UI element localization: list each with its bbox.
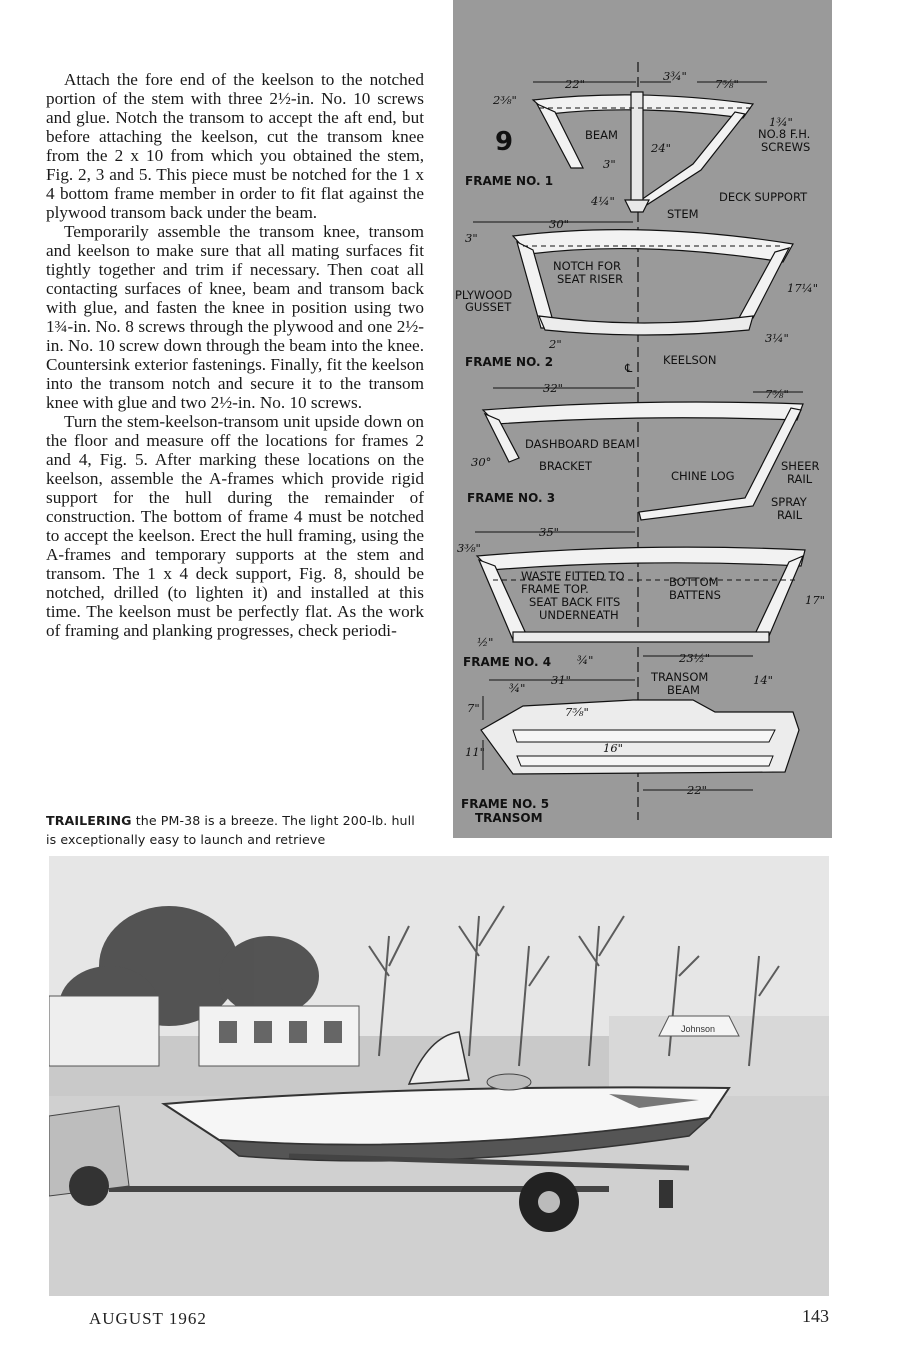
label-beam: BEAM <box>585 128 618 142</box>
label-screws-1: NO.8 F.H. <box>758 127 811 141</box>
dim-frame1-22: 22" <box>565 77 585 91</box>
label-spray-2: RAIL <box>777 508 803 522</box>
dim-frame5-16: 16" <box>603 741 623 755</box>
frame-2-title: FRAME NO. 2 <box>465 355 554 369</box>
article-paragraph: Turn the stem-keelson-transom unit upside down on the floor and measure off the locations for frames 2 and 4, Fig. 5. After marking these locations on the keelson, assemble the A-frames which provide rigid support for the hull during the remainder of construction. The bottom of frame 4 must be notched to accept the keelson. Erect the hull framing, using the A-frames and temporary supports at the stem and transom. The 1 x 4 deck support, Fig. 8, should be notched, drilled (to lighten it) and installed at this time. The keelson must be perfectly flat. As the work of framing and planking progresses, check periodi- <box>46 412 424 640</box>
dim-frame4-35: 35" <box>539 525 559 539</box>
frame-diagram-panel <box>453 0 832 838</box>
dim-frame4-3-4: ¾" <box>577 653 594 667</box>
frame-1-title: FRAME NO. 1 <box>465 174 554 188</box>
dim-frame2-2: 2" <box>549 337 562 351</box>
label-battens-1: BOTTOM <box>669 575 719 589</box>
dim-frame3-30deg: 30° <box>471 455 492 469</box>
frame-diagram <box>453 0 832 838</box>
article-paragraph: Temporarily assemble the transom knee, transom and keelson to make sure that all mating surfaces fit tightly together and trim if necessary. Then coat all contacting surfaces of knee, beam and transom back with glue, and fasten the knee in position using two 1¾-in. No. 8 screws through the plywood and one 2½-in. No. 10 screw down through the beam into the knee. Countersink exterior fastenings. Finally, fit the keelson into the transom notch and secure it to the transom knee with glue and two 2½-in. No. 10 screws. <box>46 222 424 412</box>
label-waste-3: SEAT BACK FITS <box>529 595 621 609</box>
dim-frame1-1-3-4: 1¾" <box>769 115 793 129</box>
frame-5-drawing <box>481 680 799 790</box>
dim-frame3-32: 32" <box>543 381 563 395</box>
frame-4-title: FRAME NO. 4 <box>463 655 552 669</box>
frame-5-title: FRAME NO. 5 <box>461 797 550 811</box>
label-transom-beam-2: BEAM <box>667 683 700 697</box>
label-chine-log: CHINE LOG <box>671 469 735 483</box>
dim-frame2-17-1-4: 17¼" <box>787 281 819 295</box>
label-sheer-1: SHEER <box>781 459 820 473</box>
label-waste-2: FRAME TOP. <box>521 582 589 596</box>
dim-frame2-30: 30" <box>549 217 569 231</box>
boat-photo-illustration <box>49 856 829 1296</box>
label-waste-4: UNDERNEATH <box>539 608 619 622</box>
label-keelson: KEELSON <box>663 353 717 367</box>
page-number: 143 <box>802 1306 829 1326</box>
dim-frame5-11: 11" <box>465 745 485 759</box>
dim-frame1-4-1-4: 4¼" <box>591 194 615 208</box>
dim-frame5-7: 7" <box>467 701 480 715</box>
dim-frame5-3-4: ¾" <box>509 681 526 695</box>
label-transom-beam-1: TRANSOM <box>651 670 709 684</box>
dim-frame5-7-5-8: 7⅝" <box>565 705 589 719</box>
label-spray-1: SPRAY <box>771 495 807 509</box>
dim-frame1-3-3-4: 3¾" <box>663 69 687 83</box>
article-paragraph: Attach the fore end of the keelson to the notched portion of the stem with three 2½-in. No. 10 screws and glue. Notch the transom to accept the aft end, but before attaching the keelson, cut the transom knee from the 2 x 10 from which you obtained the stem, Fig. 2, 3 and 5. This piece must be notched for the 1 x 4 bottom frame member in order to fit flat against the plywood transom back under the beam. <box>46 70 424 222</box>
caption-text: the PM-38 is a breeze. The light 200-lb. hull is exceptionally easy to launch and retrieve <box>46 813 415 847</box>
label-stem: STEM <box>667 207 699 221</box>
issue-date: AUGUST 1962 <box>89 1309 207 1328</box>
frame-5-subtitle: TRANSOM <box>475 811 543 825</box>
label-bracket: BRACKET <box>539 459 592 473</box>
dim-frame5-22: 22" <box>687 783 707 797</box>
label-dashboard-beam: DASHBOARD BEAM <box>525 437 636 451</box>
label-gusset-1: PLYWOOD <box>455 288 513 302</box>
label-deck-support: DECK SUPPORT <box>719 190 808 204</box>
dim-frame1-3: 3" <box>603 157 616 171</box>
label-screws-2: SCREWS <box>761 140 811 154</box>
dim-frame4-3-3-8: 3⅜" <box>457 541 481 555</box>
photo-caption <box>46 811 428 849</box>
caption-lead: TRAILERING <box>46 813 132 828</box>
frame-3-title: FRAME NO. 3 <box>467 491 556 505</box>
label-gusset-2: GUSSET <box>465 300 512 314</box>
centerline-symbol: ℄ <box>625 361 633 375</box>
dim-frame5-14: 14" <box>753 673 773 687</box>
dim-frame2-3-1-4: 3¼" <box>765 331 789 345</box>
figure-number: 9 <box>495 127 514 157</box>
dim-frame3-7-5-8: 7⅝" <box>765 387 789 401</box>
dim-frame4-17: 17" <box>805 593 825 607</box>
dim-frame1-7-5-8: 7⅝" <box>715 77 739 91</box>
boat-trailer-photo <box>49 856 829 1296</box>
dim-frame4-half: ½" <box>477 635 494 649</box>
label-notch-2: SEAT RISER <box>557 272 624 286</box>
label-battens-2: BATTENS <box>669 588 721 602</box>
dim-frame2-3: 3" <box>465 231 478 245</box>
label-notch-1: NOTCH FOR <box>553 259 621 273</box>
dim-frame1-24: 24" <box>651 141 671 155</box>
frame-2-drawing <box>473 222 793 335</box>
dim-frame4-23-1-2: 23½" <box>679 651 711 665</box>
article-body <box>46 70 424 640</box>
label-sheer-2: RAIL <box>787 472 813 486</box>
dim-frame5-31: 31" <box>551 673 571 687</box>
dim-frame1-2-3-8: 2⅜" <box>493 93 517 107</box>
motor-brand: Johnson <box>681 1024 716 1034</box>
label-waste-1: WASTE FITTED TO <box>521 569 625 583</box>
